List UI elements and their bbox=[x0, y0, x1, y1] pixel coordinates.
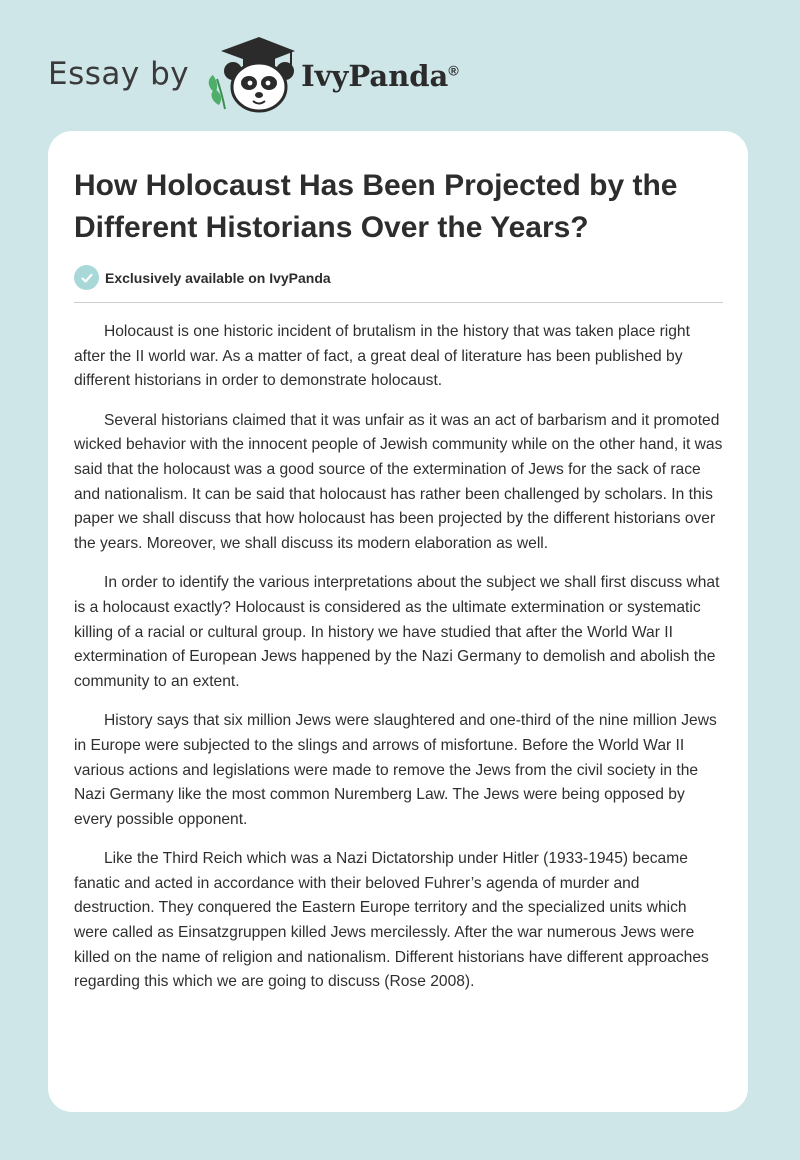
essay-by-label: Essay by bbox=[48, 56, 190, 92]
check-circle-icon bbox=[74, 265, 99, 290]
site-header bbox=[48, 34, 459, 114]
paragraph: Holocaust is one historic incident of brutalism in the history that was taken place right after the II world war. As a matter of fact, a great deal of literature has been published by different historians in order to demonstrate holocaust. bbox=[74, 323, 690, 390]
paragraph: In order to identify the various interpretations about the subject we shall first discuss what is a holocaust exactly? Holocaust is considered as the ultimate extermination or systematic killing of a racial or cultural group. In history we have studied that after the World War II extermination of European Jews happened by the Nazi Germany to demolish and abolish the community to an extent. bbox=[74, 574, 720, 690]
title-divider bbox=[74, 302, 723, 303]
essay-title: How Holocaust Has Been Projected by the Different Historians Over the Years? bbox=[74, 169, 678, 244]
exclusive-label: Exclusively available on IvyPanda bbox=[105, 269, 331, 286]
paragraph: Like the Third Reich which was a Nazi Dictatorship under Hitler (1933-1945) became fanatic and acted in accordance with their beloved Fuhrer’s agenda of murder and destruction. They conquered the Eastern Europe territory and the specialized units which were called as Einsatzgruppen killed Jews mercilessly. After the war numerous Jews were killed on the name of religion and nationalism. Different historians have different approaches regarding this which we are going to discuss (Rose 2008). bbox=[74, 850, 709, 991]
essay-body bbox=[74, 320, 724, 1010]
ivy-leaf-icon bbox=[209, 75, 225, 109]
paragraph: History says that six million Jews were slaughtered and one-third of the nine million Jews in Europe were subjected to the slings and arrows of misfortune. Before the World War II various actions and legislations were made to remove the Jews from the civil society in the Nazi Germany like the most common Nuremberg Law. The Jews were being opposed by every possible opponent. bbox=[74, 712, 717, 828]
brand-name[interactable]: IvyPanda® bbox=[301, 59, 459, 93]
registered-mark: ® bbox=[448, 62, 459, 79]
exclusive-badge bbox=[74, 265, 331, 290]
essay-card bbox=[48, 131, 748, 1112]
paragraph: Several historians claimed that it was unfair as it was an act of barbarism and it promoted wicked behavior with the innocent people of Jewish community while on the other hand, it was said that the holocaust was a good source of the extermination of Jews for the sack of race and nationalism. It can be said that holocaust has rather been challenged by scholars. In this paper we shall discuss that how holocaust has been projected by the different historians over the years. Moreover, we shall discuss its modern elaboration as well. bbox=[74, 411, 723, 552]
panda-graduate-icon[interactable] bbox=[203, 35, 299, 113]
